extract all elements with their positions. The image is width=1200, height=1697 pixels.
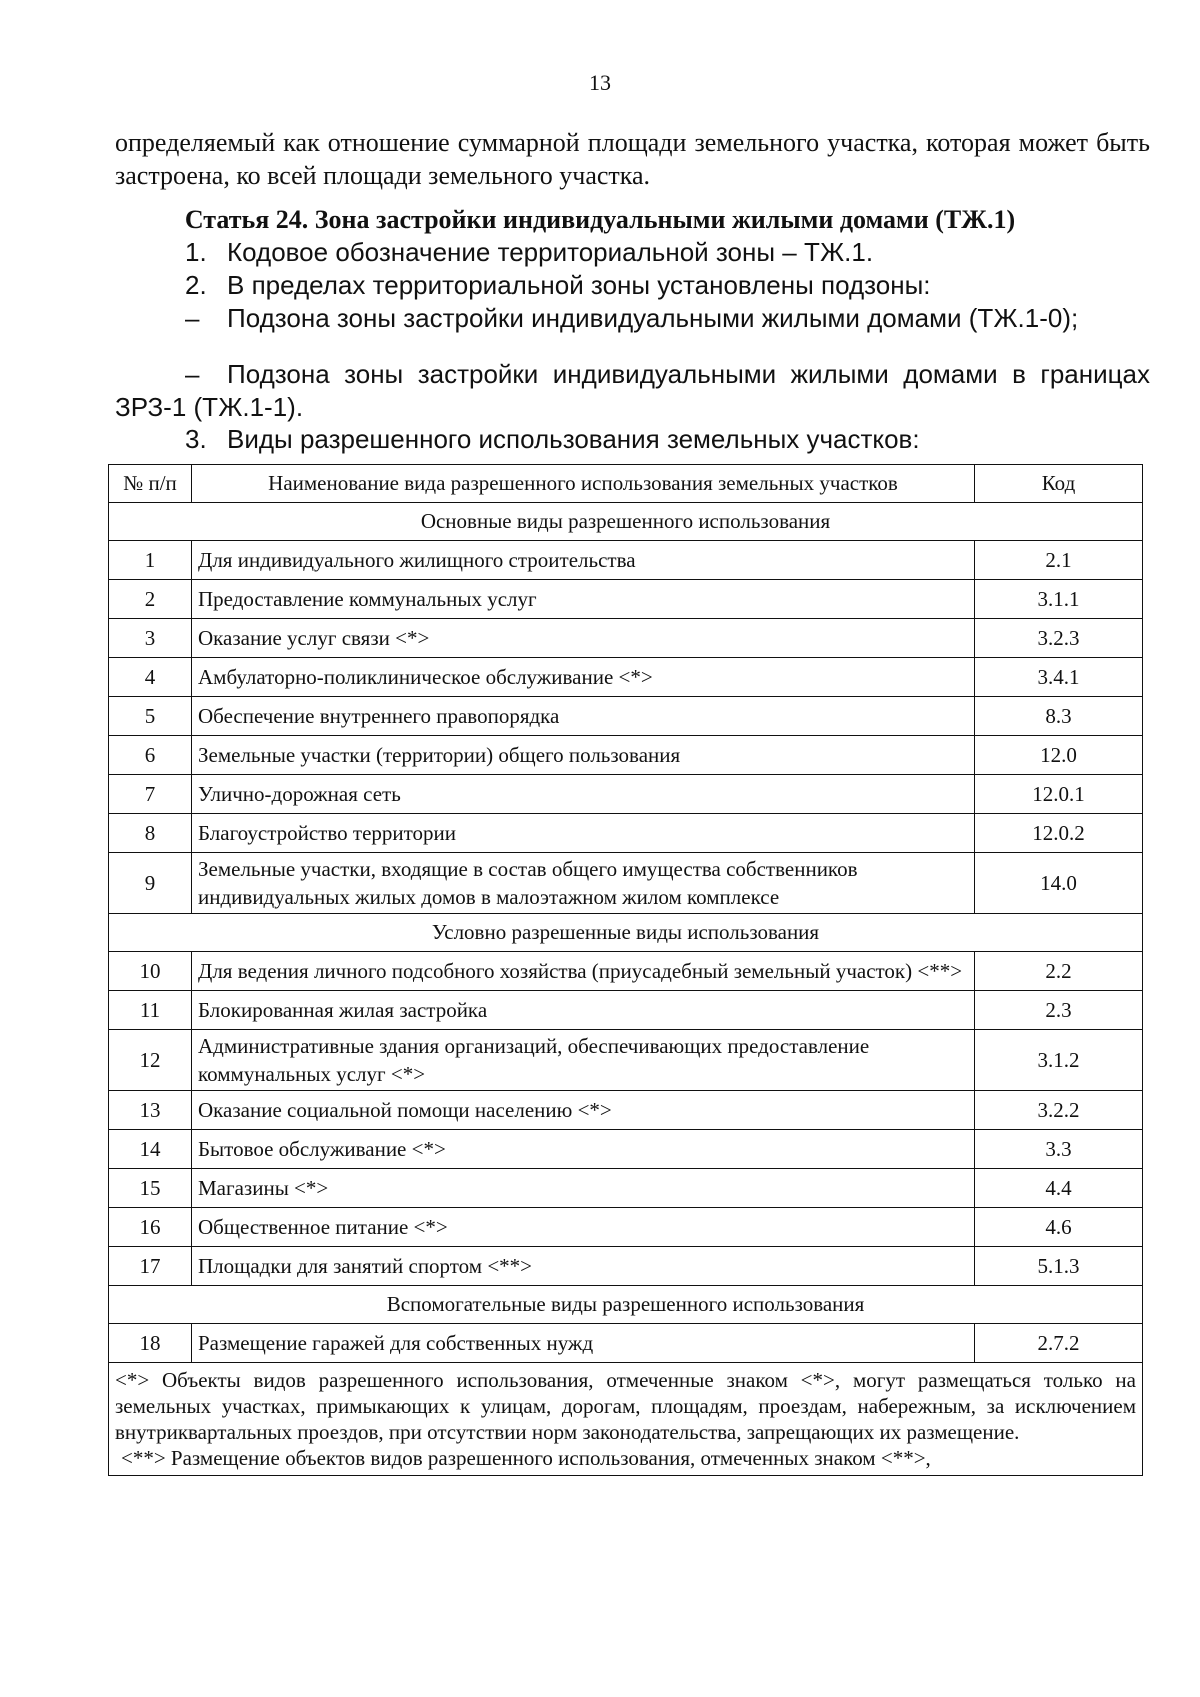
header-name: Наименование вида разрешенного использования земельных участков <box>192 465 975 503</box>
usage-types-table <box>108 464 1143 1476</box>
row-num: 11 <box>109 991 192 1030</box>
row-code: 3.1.2 <box>975 1030 1143 1091</box>
section-header-row <box>109 1286 1143 1324</box>
row-name: Земельные участки (территории) общего пользования <box>192 736 975 775</box>
table-row <box>109 1247 1143 1286</box>
table-row <box>109 775 1143 814</box>
row-code: 3.4.1 <box>975 658 1143 697</box>
list-marker: 3. <box>185 424 207 454</box>
table-row <box>109 1030 1143 1091</box>
table-header-row <box>109 465 1143 503</box>
row-name: Земельные участки, входящие в состав общего имущества собственников индивидуальных жилых домов в малоэтажном жилом комплексе <box>192 853 975 914</box>
row-code: 4.6 <box>975 1208 1143 1247</box>
row-code: 2.2 <box>975 952 1143 991</box>
row-name: Амбулаторно-поликлиническое обслуживание <*> <box>192 658 975 697</box>
footnote-row <box>109 1363 1143 1476</box>
list-item-text: Кодовое обозначение территориальной зоны – ТЖ.1. <box>227 237 874 267</box>
list-item-subzones <box>185 270 931 301</box>
list-marker: 2. <box>185 270 207 300</box>
row-num: 3 <box>109 619 192 658</box>
row-code: 3.2.3 <box>975 619 1143 658</box>
header-code: Код <box>975 465 1143 503</box>
row-code: 3.2.2 <box>975 1091 1143 1130</box>
row-name: Общественное питание <*> <box>192 1208 975 1247</box>
list-item-text: Виды разрешенного использования земельных участков: <box>227 424 920 454</box>
row-name: Благоустройство территории <box>192 814 975 853</box>
row-code: 12.0.2 <box>975 814 1143 853</box>
row-code: 2.3 <box>975 991 1143 1030</box>
row-name: Бытовое обслуживание <*> <box>192 1130 975 1169</box>
article-heading: Статья 24. Зона застройки индивидуальными жилыми домами (ТЖ.1) <box>184 205 1016 234</box>
row-name: Улично-дорожная сеть <box>192 775 975 814</box>
row-code: 8.3 <box>975 697 1143 736</box>
row-name: Размещение гаражей для собственных нужд <box>192 1324 975 1363</box>
section-title: Вспомогательные виды разрешенного использования <box>109 1286 1143 1324</box>
list-marker: – <box>185 303 200 333</box>
row-num: 18 <box>109 1324 192 1363</box>
row-num: 1 <box>109 541 192 580</box>
page-number: 13 <box>589 70 611 95</box>
table-row <box>109 1324 1143 1363</box>
row-num: 14 <box>109 1130 192 1169</box>
table-row <box>109 541 1143 580</box>
intro-paragraph: определяемый как отношение суммарной площади земельного участка, которая может быть застроена, ко всей площади земельного участка. <box>115 128 1150 190</box>
row-num: 5 <box>109 697 192 736</box>
list-item-text: В пределах территориальной зоны установлены подзоны: <box>227 270 931 300</box>
row-num: 13 <box>109 1091 192 1130</box>
row-code: 2.7.2 <box>975 1324 1143 1363</box>
header-num: № п/п <box>109 465 192 503</box>
row-num: 6 <box>109 736 192 775</box>
footnote-cell <box>109 1363 1143 1476</box>
section-title: Условно разрешенные виды использования <box>109 914 1143 952</box>
row-name: Магазины <*> <box>192 1169 975 1208</box>
table-row <box>109 1208 1143 1247</box>
row-code: 2.1 <box>975 541 1143 580</box>
row-num: 17 <box>109 1247 192 1286</box>
footnote-double-star: <**> Размещение объектов видов разрешенного использования, отмеченных знаком <**>, <box>121 1446 931 1470</box>
footnote-single-star: <*> Объекты видов разрешенного использования, отмеченные знаком <*>, могут размещаться только на земельных участках, примыкающих к улицам, дорогам, площадям, проездам, набережным, за исключением внутриквартальных проездов, при отсутствии норм законодательства, запрещающих их размещение. <box>115 1368 1136 1444</box>
row-name: Для индивидуального жилищного строительства <box>192 541 975 580</box>
table-row <box>109 1169 1143 1208</box>
row-code: 14.0 <box>975 853 1143 914</box>
table-row <box>109 736 1143 775</box>
section-title: Основные виды разрешенного использования <box>109 503 1143 541</box>
row-num: 8 <box>109 814 192 853</box>
list-item-text: Подзона зоны застройки индивидуальными жилыми домами (ТЖ.1-0); <box>227 303 1079 333</box>
table-row <box>109 697 1143 736</box>
list-item-zone-code <box>185 237 873 268</box>
list-item-usage-types <box>185 424 920 455</box>
list-item-subzone-2 <box>115 358 1150 424</box>
row-name: Оказание социальной помощи населению <*> <box>192 1091 975 1130</box>
row-num: 9 <box>109 853 192 914</box>
row-code: 5.1.3 <box>975 1247 1143 1286</box>
table-row <box>109 1091 1143 1130</box>
table-row <box>109 619 1143 658</box>
row-code: 3.3 <box>975 1130 1143 1169</box>
row-name: Обеспечение внутреннего правопорядка <box>192 697 975 736</box>
row-name: Предоставление коммунальных услуг <box>192 580 975 619</box>
table-row <box>109 991 1143 1030</box>
row-num: 16 <box>109 1208 192 1247</box>
row-num: 15 <box>109 1169 192 1208</box>
row-code: 12.0 <box>975 736 1143 775</box>
row-name: Площадки для занятий спортом <**> <box>192 1247 975 1286</box>
table-row <box>109 853 1143 914</box>
list-marker: 1. <box>185 237 207 267</box>
row-name: Административные здания организаций, обеспечивающих предоставление коммунальных услуг <*> <box>192 1030 975 1091</box>
table-row <box>109 1130 1143 1169</box>
row-name: Оказание услуг связи <*> <box>192 619 975 658</box>
section-header-row <box>109 503 1143 541</box>
row-num: 2 <box>109 580 192 619</box>
section-header-row <box>109 914 1143 952</box>
row-num: 4 <box>109 658 192 697</box>
table-row <box>109 952 1143 991</box>
row-num: 12 <box>109 1030 192 1091</box>
list-marker: – <box>185 359 200 389</box>
list-item-text: Подзона зоны застройки индивидуальными жилыми домами в границах ЗРЗ-1 (ТЖ.1-1). <box>115 359 1150 422</box>
row-num: 7 <box>109 775 192 814</box>
table-row <box>109 814 1143 853</box>
row-code: 4.4 <box>975 1169 1143 1208</box>
row-num: 10 <box>109 952 192 991</box>
table-row <box>109 658 1143 697</box>
list-item-subzone-1 <box>185 303 1078 334</box>
row-code: 12.0.1 <box>975 775 1143 814</box>
row-code: 3.1.1 <box>975 580 1143 619</box>
row-name: Для ведения личного подсобного хозяйства (приусадебный земельный участок) <**> <box>192 952 975 991</box>
table-row <box>109 580 1143 619</box>
row-name: Блокированная жилая застройка <box>192 991 975 1030</box>
